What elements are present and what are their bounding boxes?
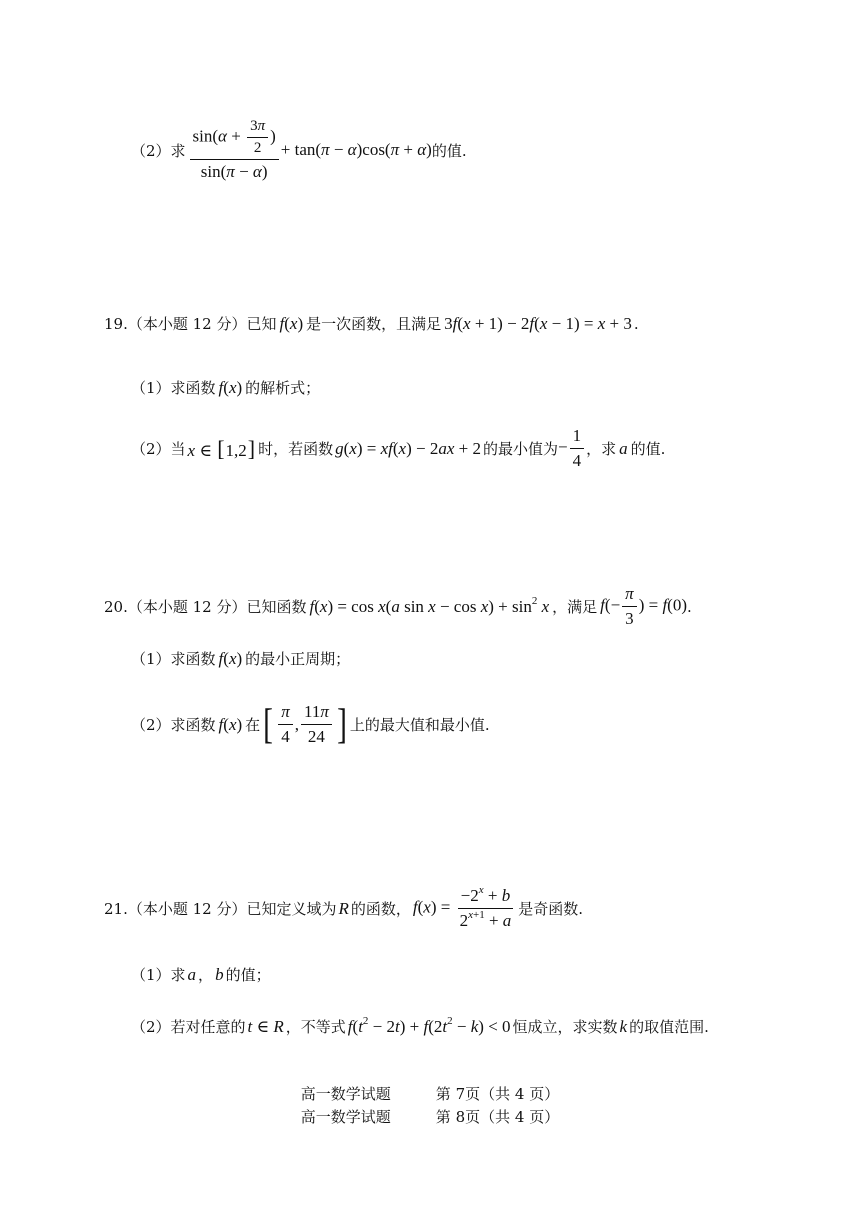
q18-rest: + tan(π − α)cos(π + α) bbox=[280, 140, 432, 159]
q19-interval: x ∈ [1,2] bbox=[187, 435, 256, 461]
q19-part2-t1: 时，若函数 bbox=[258, 440, 334, 458]
q20-t1: ，满足 bbox=[552, 598, 598, 616]
q21-part2-t2: 恒成立，求实数 bbox=[512, 1018, 618, 1036]
q20-interval: [ $\frac{\pi}{4}$ , $\frac{11\pi}{24}$ ] bbox=[263, 701, 347, 748]
q21-number: 21.（本小题 12 分）已知定义域为 bbox=[104, 900, 337, 918]
q19-equation: 3f(x + 1) − 2f(x − 1) = x + 3 bbox=[444, 313, 632, 333]
q19-part2-t2: 的最小值为 bbox=[482, 440, 558, 458]
q18-frac-den: sin(π − α) bbox=[200, 162, 268, 181]
footer-line-2: 高一数学试题 第 8页（共 4 页） bbox=[300, 1108, 560, 1126]
q21-part2-prefix: （2）若对任意的 bbox=[131, 1018, 246, 1036]
q19-end: . bbox=[633, 314, 639, 333]
q21-t2: 是奇函数. bbox=[518, 900, 584, 918]
q21-part1-suffix: 的值； bbox=[225, 966, 271, 984]
q21-R: R bbox=[338, 898, 349, 918]
q20-part2 bbox=[131, 702, 490, 747]
q21-a: a bbox=[187, 964, 197, 984]
q20-def: f(x) = cos x(a $\sin x - \cos x) + \sin^2 x$ bbox=[309, 594, 550, 616]
footer-line-1: 高一数学试题 第 7页（共 4 页） bbox=[300, 1085, 560, 1103]
q20-part1-fx: f(x) bbox=[218, 648, 243, 668]
q20-end: . bbox=[687, 597, 692, 616]
q21-b: b bbox=[215, 964, 224, 984]
q18-fraction bbox=[190, 118, 279, 182]
q19-part2-t3: ，求 bbox=[586, 440, 617, 458]
q19-head bbox=[104, 313, 639, 334]
q20-part2-prefix: （2）求函数 bbox=[131, 716, 216, 734]
q18-frac-num: sin(α + $\frac{3\pi}{2}$ ) bbox=[190, 118, 279, 160]
q20-part2-t1: 在 bbox=[245, 716, 261, 734]
q19-t1: 是一次函数，且满足 bbox=[306, 315, 442, 333]
q20-part1 bbox=[131, 648, 350, 669]
q21-part2-suffix: 的取值范围. bbox=[629, 1018, 709, 1036]
q19-fx: f(x) bbox=[279, 313, 304, 333]
q19-part2-suffix: 的值. bbox=[630, 440, 666, 458]
q20-part1-suffix: 的最小正周期； bbox=[245, 650, 351, 668]
q19-var-a: a bbox=[619, 438, 628, 458]
q20-part2-fx: f(x) bbox=[218, 714, 243, 734]
q19-part1-suffix: 的解析式； bbox=[245, 379, 321, 397]
q19-gx: g(x) = xf(x) − 2ax + 2 bbox=[335, 438, 481, 458]
q20-cond: f(− $\frac{\pi}{3}$ ) = f(0) bbox=[600, 584, 687, 628]
q21-t1: 的函数， bbox=[350, 900, 411, 918]
q21-k: k bbox=[619, 1016, 628, 1036]
q18-part2 bbox=[131, 118, 467, 182]
q21-part2 bbox=[131, 1016, 709, 1037]
q19-part2-prefix: （2）当 bbox=[131, 440, 186, 458]
q20-part1-prefix: （1）求函数 bbox=[131, 650, 216, 668]
q20-part2-suffix: 上的最大值和最小值. bbox=[349, 716, 490, 734]
q19-minval: − $\frac{1}{4}$ bbox=[558, 426, 586, 471]
q18-part2-prefix: （2）求 bbox=[131, 141, 186, 160]
q19-number: 19.（本小题 12 分）已知 bbox=[104, 315, 277, 333]
q19-part1-fx: f(x) bbox=[218, 377, 243, 397]
q18-part2-suffix: 的值. bbox=[431, 141, 467, 160]
q21-part2-t1: ，不等式 bbox=[285, 1018, 346, 1036]
q21-head bbox=[104, 886, 583, 931]
q21-def: f(x) = $\frac{-2^x + b}{2^{x+1} + a}$ bbox=[412, 884, 512, 930]
q19-part1-prefix: （1）求函数 bbox=[131, 379, 216, 397]
q21-part1-sep: ， bbox=[198, 966, 214, 984]
q19-part1 bbox=[131, 377, 320, 398]
q21-part1 bbox=[131, 964, 271, 985]
q19-part2 bbox=[131, 426, 665, 471]
q21-ineq: $f(t^2 - 2t) + f(2t^2 - k) < 0$ bbox=[347, 1014, 511, 1036]
q21-part1-prefix: （1）求 bbox=[131, 966, 186, 984]
q20-head bbox=[104, 584, 692, 629]
q20-number: 20.（本小题 12 分）已知函数 bbox=[104, 598, 307, 616]
q21-cond: t ∈ R bbox=[247, 1016, 284, 1036]
